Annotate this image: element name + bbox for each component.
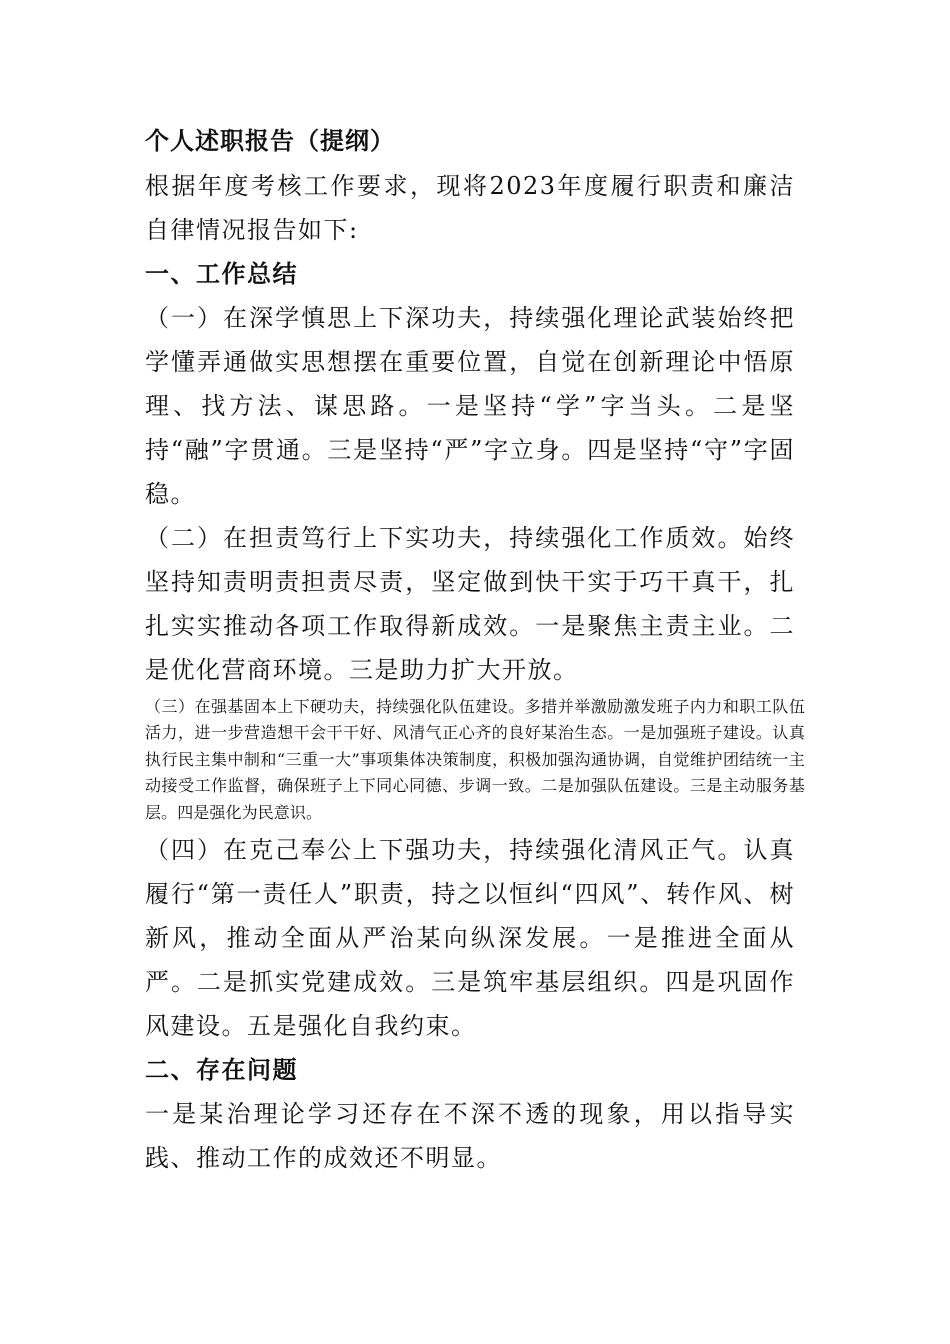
work-item-3: （三）在强基固本上下硬功夫，持续强化队伍建设。多措并举激励激发班子内力和职工队伍活力，进一步营造想干会干干好、风清气正心齐的良好某治生态。一是加强班子建设。认真执行民主集中制和“三重一大”事项集体决策制度，积极加强沟通协调，自觉维护团结统一主动接受工作监督，确保班子上下同心同德、步调一致。二是加强队伍建设。三是主动服务基层。四是强化为民意识。: [145, 697, 805, 822]
intro-paragraph: 根据年度考核工作要求，现将2023年度履行职责和廉洁自律情况报告如下:: [145, 172, 795, 244]
document-title: 个人述职报告（提纲）: [145, 126, 395, 155]
work-item-2: （二）在担责笃行上下实功夫，持续强化工作质效。始终坚持知责明责担责尽责，坚定做到快干实于巧干真干，扎扎实实推动各项工作取得新成效。一是聚焦主责主业。二是优化营商环境。三是助力扩大开放。: [145, 524, 795, 684]
section-heading-work-summary: 一、工作总结: [145, 259, 298, 288]
work-item-1: （一）在深学慎思上下深功夫，持续强化理论武装始终把学懂弄通做实思想摆在重要位置，自觉在创新理论中悟原理、找方法、谋思路。一是坚持“学”字当头。二是坚持“融”字贯通。三是坚持“严”字立身。四是坚持“守”字固稳。: [145, 304, 795, 508]
work-item-4: （四）在克己奉公上下强功夫，持续强化清风正气。认真履行“第一责任人”职责，持之以恒纠“四风”、转作风、树新风，推动全面从严治某向纵深发展。一是推进全面从严。二是抓实党建成效。三是筑牢基层组织。四是巩固作风建设。五是强化自我约束。: [145, 836, 795, 1041]
section-heading-problems: 二、存在问题: [145, 1055, 298, 1085]
document-body: [145, 122, 805, 1180]
problem-item-1: 一是某治理论学习还存在不深不透的现象，用以指导实践、推动工作的成效还不明显。: [145, 1100, 795, 1173]
